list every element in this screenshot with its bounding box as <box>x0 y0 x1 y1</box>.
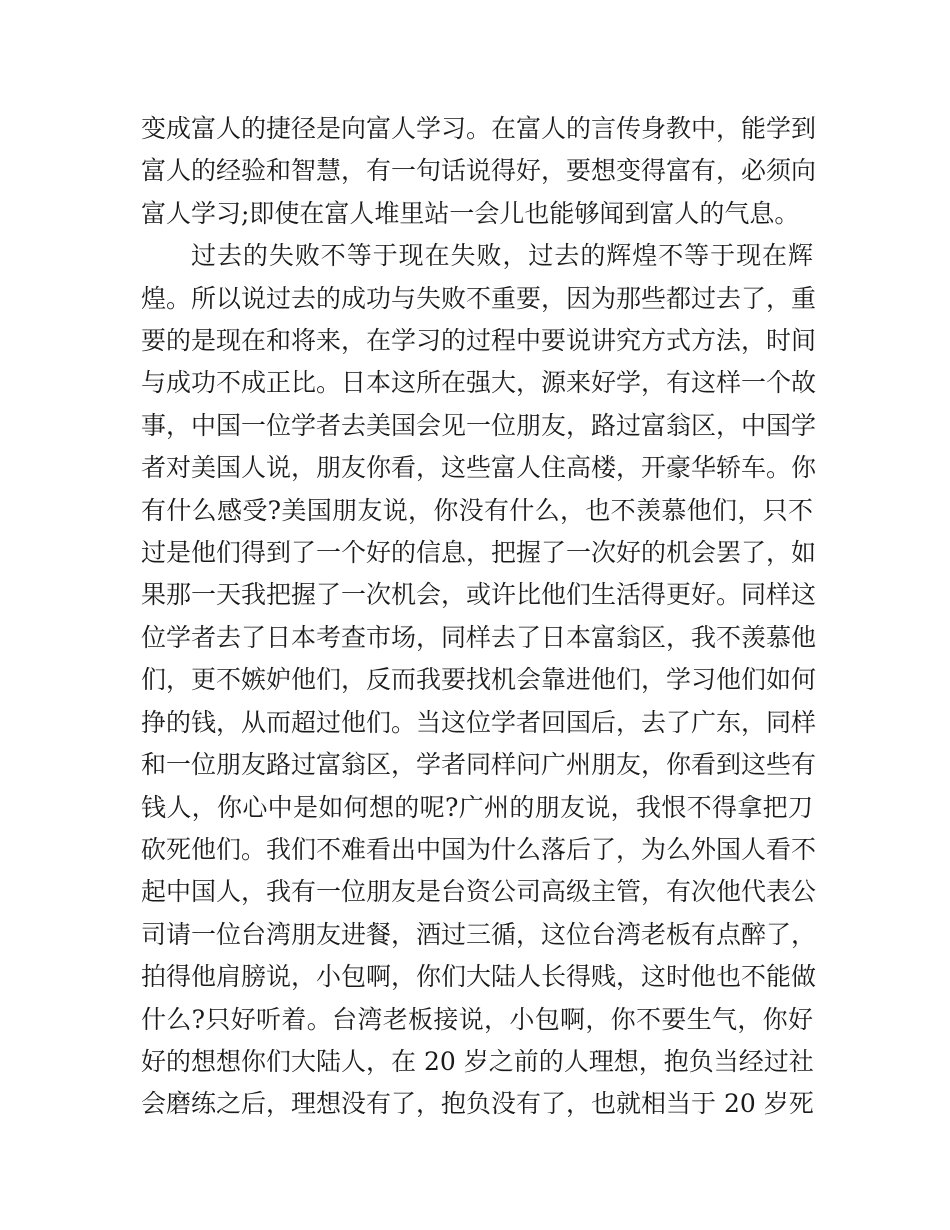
text-line: 司请一位台湾朋友进餐，酒过三循，这位台湾老板有点醉了， <box>141 919 817 949</box>
paragraph-2 <box>141 235 817 1126</box>
text-line: 挣的钱，从而超过他们。当这位学者回国后，去了广东，同样 <box>141 707 817 737</box>
paragraph-1 <box>141 108 817 235</box>
text-line: 起中国人，我有一位朋友是台资公司高级主管，有次他代表公 <box>141 877 817 907</box>
text-line: 们，更不嫉妒他们，反而我要找机会靠进他们，学习他们如何 <box>141 665 817 695</box>
text-line: 事，中国一位学者去美国会见一位朋友，路过富翁区，中国学 <box>141 410 817 440</box>
text-line: 过是他们得到了一个好的信息，把握了一次好的机会罢了，如 <box>141 538 817 568</box>
document-page <box>141 108 817 1126</box>
text-line: 和一位朋友路过富翁区，学者同样问广州朋友，你看到这些有 <box>141 750 817 780</box>
text-line: 好的想想你们大陆人，在 20 岁之前的人理想，抱负当经过社 <box>141 1046 814 1076</box>
text-line: 富人学习;即使在富人堆里站一会儿也能够闻到富人的气息。 <box>141 198 800 228</box>
text-line: 要的是现在和将来，在学习的过程中要说讲究方式方法，时间 <box>141 326 817 356</box>
text-line: 钱人，你心中是如何想的呢?广州的朋友说，我恨不得拿把刀 <box>141 792 813 822</box>
text-line: 富人的经验和智慧，有一句话说得好，要想变得富有，必须向 <box>141 156 817 186</box>
text-line: 与成功不成正比。日本这所在强大，源来好学，有这样一个故 <box>141 368 817 398</box>
text-line: 者对美国人说，朋友你看，这些富人住高楼，开豪华轿车。你 <box>141 453 817 483</box>
text-line: 过去的失败不等于现在失败，过去的辉煌不等于现在辉 <box>191 241 813 271</box>
text-line: 果那一天我把握了一次机会，或许比他们生活得更好。同样这 <box>141 580 817 610</box>
text-line: 什么?只好听着。台湾老板接说，小包啊，你不要生气，你好 <box>141 1004 813 1034</box>
text-line: 砍死他们。我们不难看出中国为什么落后了，为么外国人看不 <box>141 834 817 864</box>
text-line: 变成富人的捷径是向富人学习。在富人的言传身教中，能学到 <box>141 114 817 143</box>
text-line: 位学者去了日本考查市场，同样去了日本富翁区，我不羡慕他 <box>141 622 817 652</box>
text-line: 煌。所以说过去的成功与失败不重要，因为那些都过去了，重 <box>141 283 817 313</box>
text-line: 有什么感受?美国朋友说，你没有什么，也不羡慕他们，只不 <box>141 495 813 525</box>
text-line: 拍得他肩膀说，小包啊，你们大陆人长得贱，这时他也不能做 <box>141 962 817 992</box>
text-line: 会磨练之后，理想没有了，抱负没有了，也就相当于 20 岁死 <box>141 1089 814 1119</box>
